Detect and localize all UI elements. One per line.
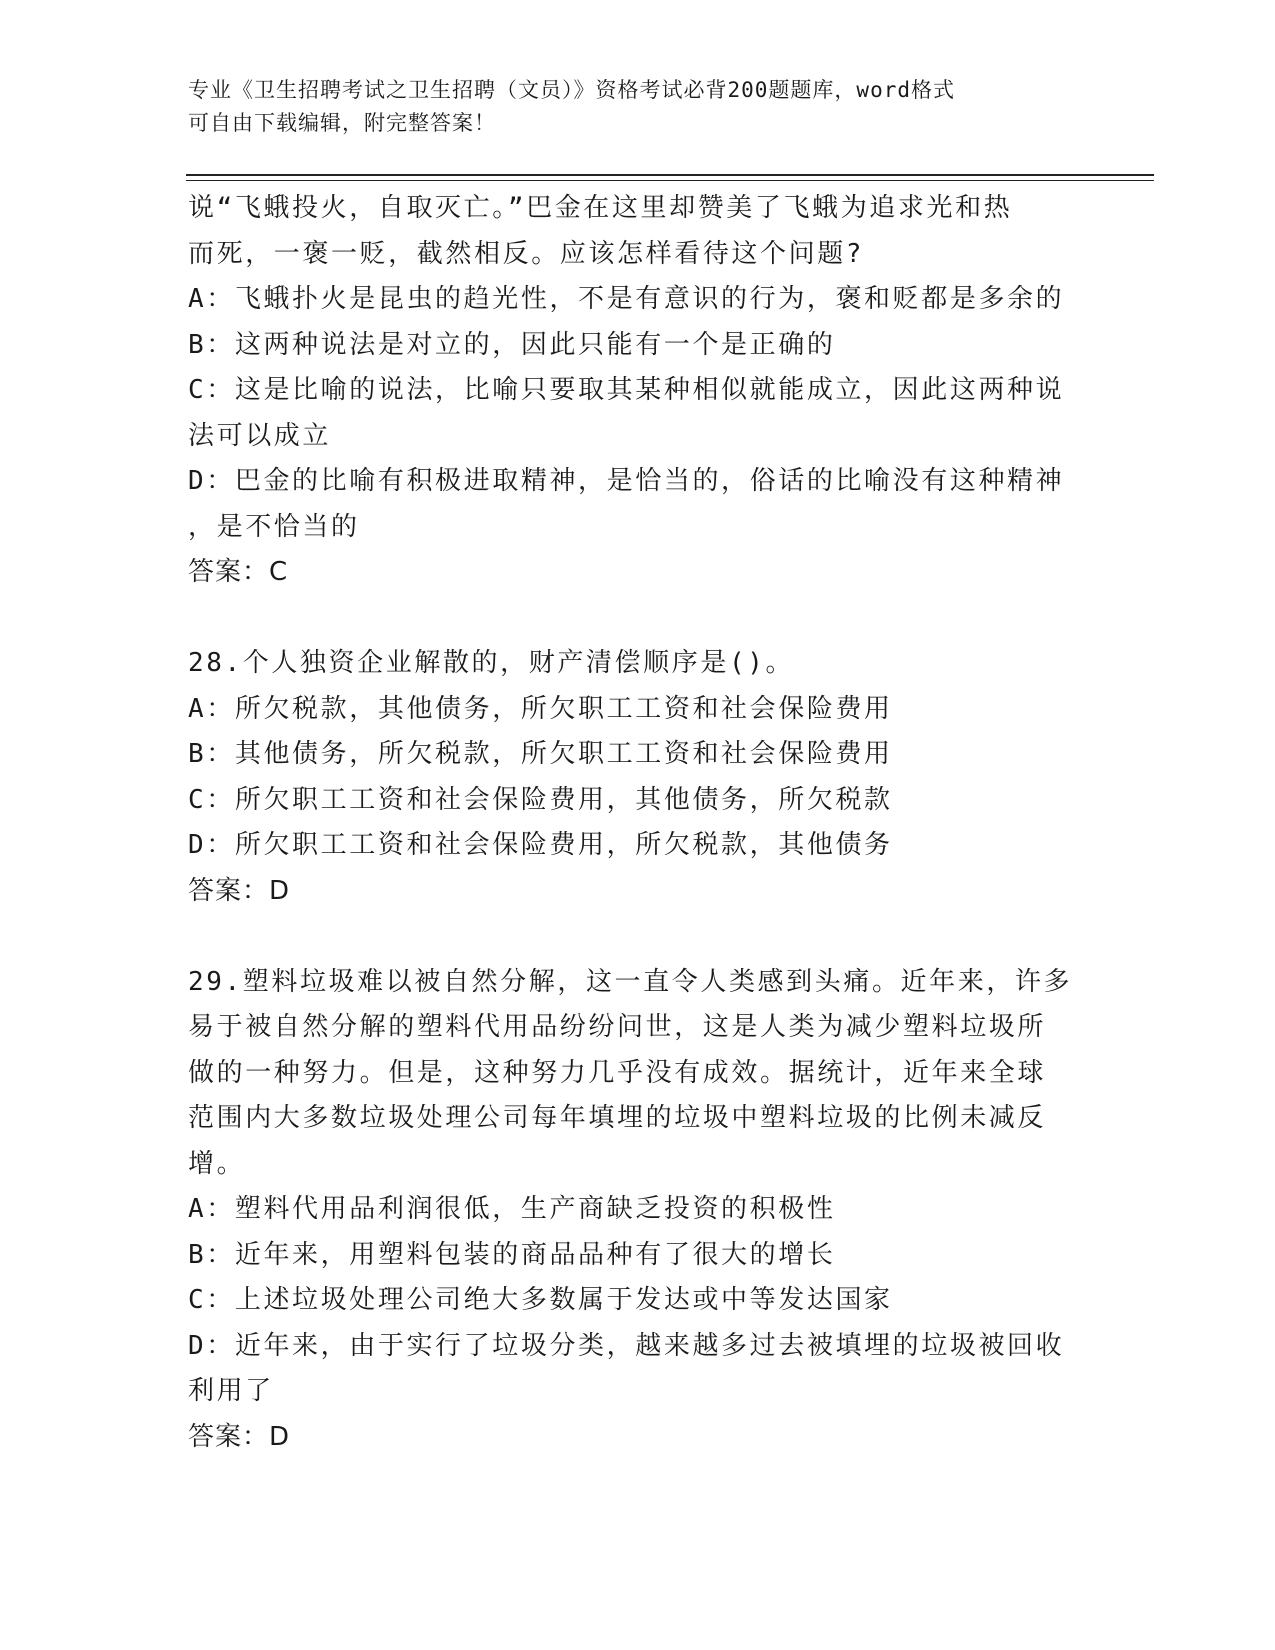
- question-text: 做的一种努力。但是，这种努力几乎没有成效。据统计，近年来全球: [188, 1057, 1047, 1088]
- question-text: 易于被自然分解的塑料代用品纷纷问世，这是人类为减少塑料垃圾所: [188, 1012, 1047, 1042]
- header-rule-thin: [186, 180, 1154, 181]
- answer-label: 答案：D: [188, 1421, 291, 1452]
- option-b: B：其他债务，所欠税款，所欠职工工资和社会保险费用: [188, 739, 893, 769]
- header-rule-thick: [186, 174, 1154, 176]
- option-d: D：所欠职工工资和社会保险费用，所欠税款，其他债务: [188, 830, 893, 860]
- question-text: 说“飞蛾投火，自取灭亡。”巴金在这里却赞美了飞蛾为追求光和热: [188, 193, 1013, 223]
- option-b: B：近年来，用塑料包装的商品品种有了很大的增长: [188, 1239, 836, 1270]
- document-header: [188, 74, 1068, 140]
- header-line: 可自由下载编辑，附完整答案！: [188, 111, 496, 135]
- question-block: [188, 641, 1088, 914]
- question-text: 28.个人独资企业解散的，财产清偿顺序是()。: [188, 648, 795, 678]
- question-block: [188, 186, 1088, 596]
- question-text: 而死，一褒一贬，截然相反。应该怎样看待这个问题?: [188, 238, 865, 269]
- answer-label: 答案：C: [188, 557, 289, 587]
- option-c: 法可以成立: [188, 420, 332, 451]
- header-line: 专业《卫生招聘考试之卫生招聘（文员）》资格考试必背200题题库，word格式: [188, 78, 955, 102]
- option-c: C：上述垃圾处理公司绝大多数属于发达或中等发达国家: [188, 1285, 893, 1315]
- option-d: 利用了: [188, 1376, 274, 1406]
- option-b: B：这两种说法是对立的，因此只能有一个是正确的: [188, 329, 836, 360]
- answer-label: 答案：D: [188, 875, 291, 906]
- question-text: 增。: [188, 1148, 246, 1179]
- option-c: C：所欠职工工资和社会保险费用，其他债务，所欠税款: [188, 784, 893, 815]
- question-list: [188, 186, 1088, 1460]
- option-d: ，是不恰当的: [188, 511, 360, 542]
- question-text: 29.塑料垃圾难以被自然分解，这一直令人类感到头痛。近年来，许多: [188, 966, 1073, 997]
- question-text: 范围内大多数垃圾处理公司每年填埋的垃圾中塑料垃圾的比例未减反: [188, 1103, 1047, 1133]
- question-block: [188, 960, 1088, 1461]
- option-d: D：巴金的比喻有积极进取精神，是恰当的，俗话的比喻没有这种精神: [188, 466, 1065, 496]
- option-a: A：所欠税款，其他债务，所欠职工工资和社会保险费用: [188, 693, 893, 724]
- option-d: D：近年来，由于实行了垃圾分类，越来越多过去被填埋的垃圾被回收: [188, 1330, 1065, 1361]
- option-a: A：飞蛾扑火是昆虫的趋光性，不是有意识的行为，褒和贬都是多余的: [188, 284, 1065, 314]
- option-c: C：这是比喻的说法，比喻只要取其某种相似就能成立，因此这两种说: [188, 375, 1065, 405]
- option-a: A：塑料代用品利润很低，生产商缺乏投资的积极性: [188, 1194, 836, 1224]
